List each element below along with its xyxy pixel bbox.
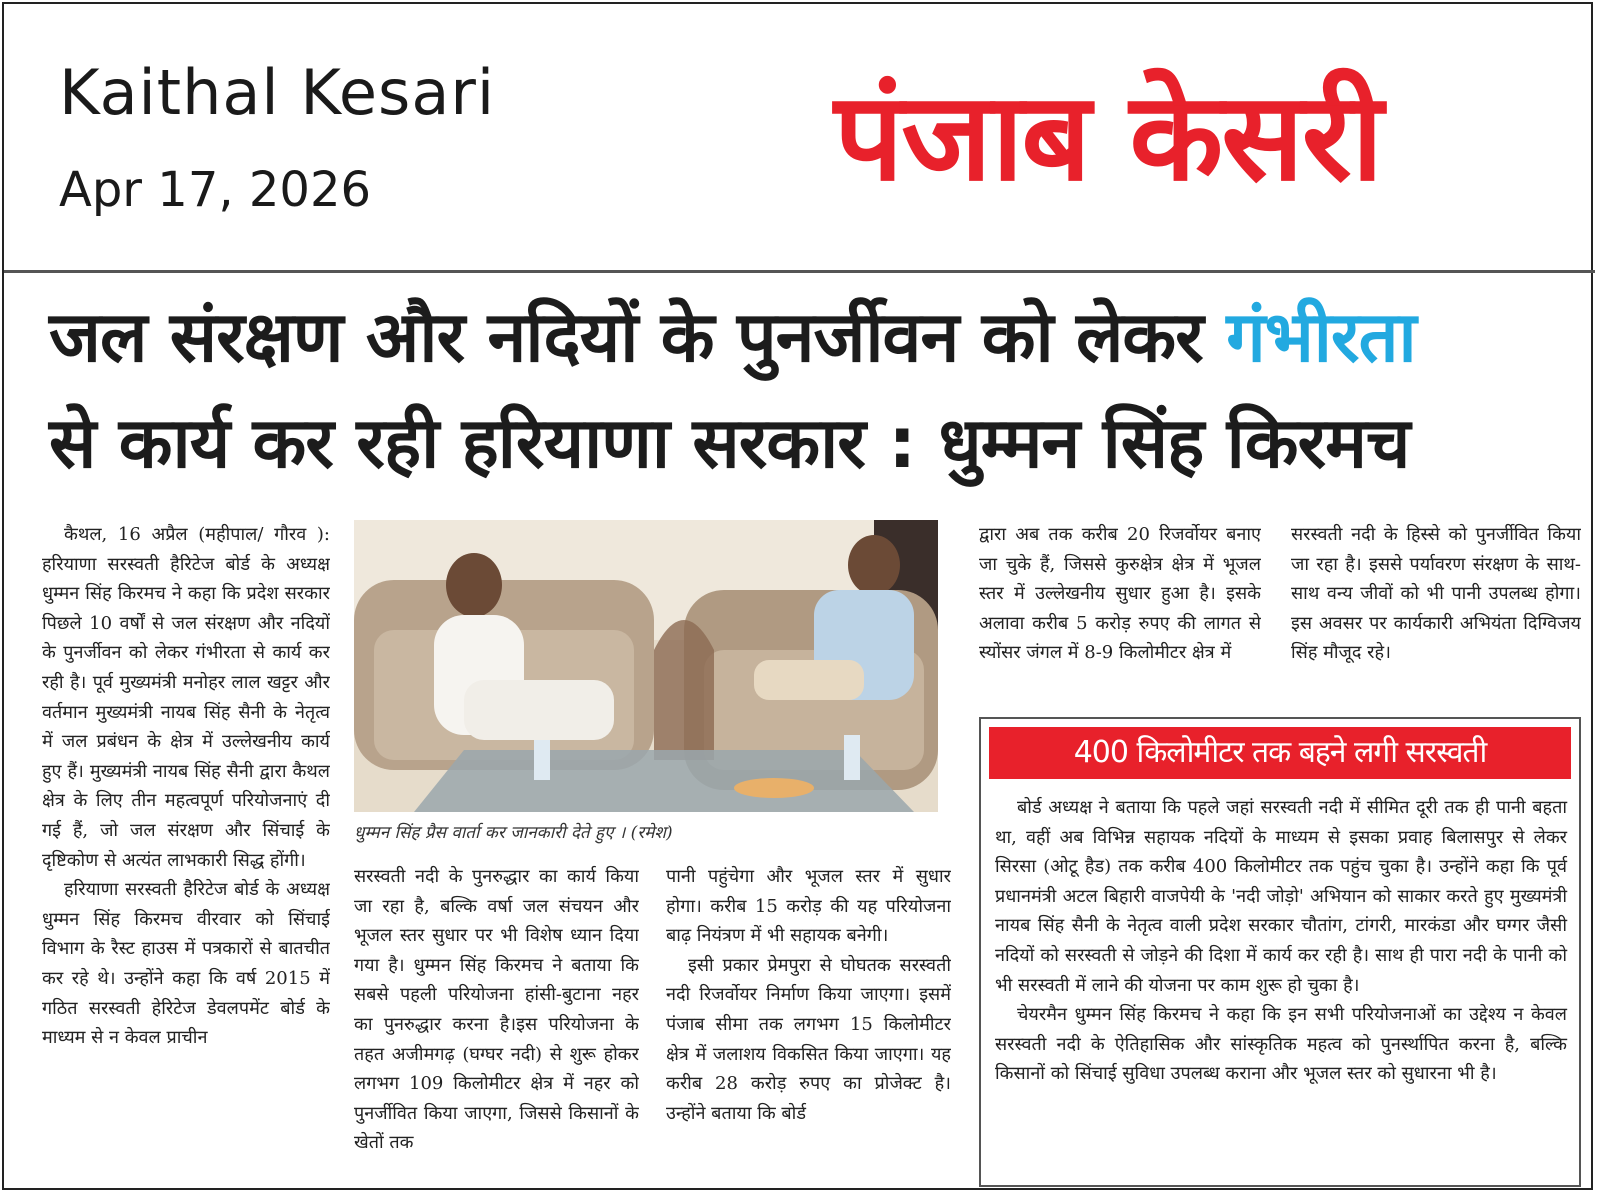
clipping-header [4,4,1595,274]
sidebar-body [995,793,1567,1089]
headline-accent-word: गंभीरता [1226,296,1416,378]
article-paragraph: पानी पहुंचेगा और भूजल स्तर में सुधार होगा। करीब 15 करोड़ की यह परियोजना बाढ़ नियंत्रण में भी सहायक बनेगी। [666,866,951,947]
press-photo-illustration [354,520,938,812]
article-paragraph: सरस्वती नदी के हिस्से को पुनर्जीवित किया जा रहा है। इससे पर्यावरण संरक्षण के साथ-साथ वन्य जीवों को भी पानी उपलब्ध होगा। इस अवसर पर कार्यकारी अभियंता दिग्विजय सिंह मौजूद रहे। [1291,524,1581,664]
header-divider [4,270,1595,273]
article-paragraph: द्वारा अब तक करीब 20 रिजर्वोयर बनाए जा चुके हैं, जिससे कुरुक्षेत्र क्षेत्र में भूजल स्तर में उल्लेखनीय सुधार हुआ है। इसके अलावा करीब 5 करोड़ रुपए की लागत से स्योंसर जंगल में 8-9 किलोमीटर क्षेत्र में [979,524,1261,664]
sidebar-box [979,717,1581,1187]
newspaper-masthead: पंजाब केसरी [834,66,1382,208]
article-column-5 [1291,520,1581,705]
article-column-2 [354,862,639,1186]
newspaper-clipping [2,2,1593,1190]
headline-line-1 [49,284,1549,390]
headline-line-1-main: जल संरक्षण और नदियों के पुनर्जीवन को लेकर [49,296,1227,378]
publication-date: Apr 17, 2026 [59,162,372,218]
article-paragraph: इसी प्रकार प्रेमपुरा से घोघतक सरस्वती नदी रिजर्वोयर निर्माण किया जाएगा। इसमें पंजाब सीमा तक लगभग 15 किलोमीटर क्षेत्र में जलाशय विकसित किया जाएगा। यह करीब 28 करोड़ रुपए का प्रोजेक्ट है। उन्होंने बताया कि बोर्ड [666,954,951,1124]
article-paragraph: सरस्वती नदी के पुनरुद्धार का कार्य किया जा रहा है, बल्कि वर्षा जल संचयन और भूजल स्तर सुधार पर भी विशेष ध्यान दिया गया है। धुम्मन सिंह किरमच ने बताया कि सबसे पहली परियोजना हांसी-बुटाना नहर का पुनरुद्धार करना है।इस परियोजना के तहत अजीमगढ़ (घग्घर नदी) से शुरू होकर लगभग 109 किलोमीटर क्षेत्र में नहर को पुनर्जीवित किया जाएगा, जिससे किसानों के खेतों तक [354,866,639,1154]
article-column-3 [666,862,951,1186]
article-headline [49,284,1549,496]
article-column-4 [979,520,1261,705]
press-photo [354,520,938,812]
sidebar-banner: 400 किलोमीटर तक बहने लगी सरस्वती [989,727,1571,779]
article-column-1 [42,520,330,1180]
photo-caption: धुम्मन सिंह प्रैस वार्ता कर जानकारी देते हुए । (रमेश) [354,823,673,843]
sidebar-paragraph: बोर्ड अध्यक्ष ने बताया कि पहले जहां सरस्वती नदी में सीमित दूरी तक ही पानी बहता था, वहीं अब विभिन्न सहायक नदियों के माध्यम से इसका प्रवाह बिलासपुर से लेकर सिरसा (ओटू हैड) तक करीब 400 किलोमीटर तक पहुंच चुका है। उन्होंने कहा कि पूर्व प्रधानमंत्री अटल बिहारी वाजपेयी के 'नदी जोड़ो' अभियान को साकार करते हुए मुख्यमंत्री नायब सिंह सैनी के नेतृत्व वाली प्रदेश सरकार चौतांग, टांगरी, मारकंडा और घग्गर जैसी नदियों को सरस्वती से जोड़ने की दिशा में कार्य कर रही है। साथ ही पारा नदी के पानी को भी सरस्वती में लाने की योजना पर काम शुरू हो चुका है। [995,797,1567,996]
article-paragraph: कैथल, 16 अप्रैल (महीपाल/ गौरव ): हरियाणा सरस्वती हैरिटेज बोर्ड के अध्यक्ष धुम्मन सिंह किरमच ने कहा कि प्रदेश सरकार पिछले 10 वर्षों से जल संरक्षण और नदियों के पुनर्जीवन को लेकर गंभीरता से कार्य कर रही है। पूर्व मुख्यमंत्री मनोहर लाल खट्टर और वर्तमान मुख्यमंत्री नायब सिंह सैनी के नेतृत्व में जल प्रबंधन के क्षेत्र में उल्लेखनीय कार्य हुए हैं। मुख्यमंत्री नायब सिंह सैनी द्वारा कैथल क्षेत्र के लिए तीन महत्वपूर्ण परियोजनाएं दी गई हैं, जो जल संरक्षण और सिंचाई के दृष्टिकोण से अत्यंत लाभकारी सिद्ध होंगी। [42,524,330,871]
sidebar-paragraph: चेयरमैन धुम्मन सिंह किरमच ने कहा कि इन सभी परियोजनाओं का उद्देश्य न केवल सरस्वती नदी के ऐतिहासिक और सांस्कृतिक महत्व को पुनर्स्थापित करना है, बल्कि किसानों को सिंचाई सुविधा उपलब्ध कराना और भूजल स्तर को सुधारना भी है। [995,1004,1567,1085]
article-paragraph: हरियाणा सरस्वती हैरिटेज बोर्ड के अध्यक्ष धुम्मन सिंह किरमच वीरवार को सिंचाई विभाग के रैस्ट हाउस में पत्रकारों से बातचीत कर रहे थे। उन्होंने कहा कि वर्ष 2015 में गठित सरस्वती हेरिटेज डेवलपमेंट बोर्ड के माध्यम से न केवल प्राचीन [42,879,330,1049]
headline-line-2: से कार्य कर रही हरियाणा सरकार : धुम्मन सिंह किरमच [49,402,1410,484]
edition-name: Kaithal Kesari [59,56,496,129]
